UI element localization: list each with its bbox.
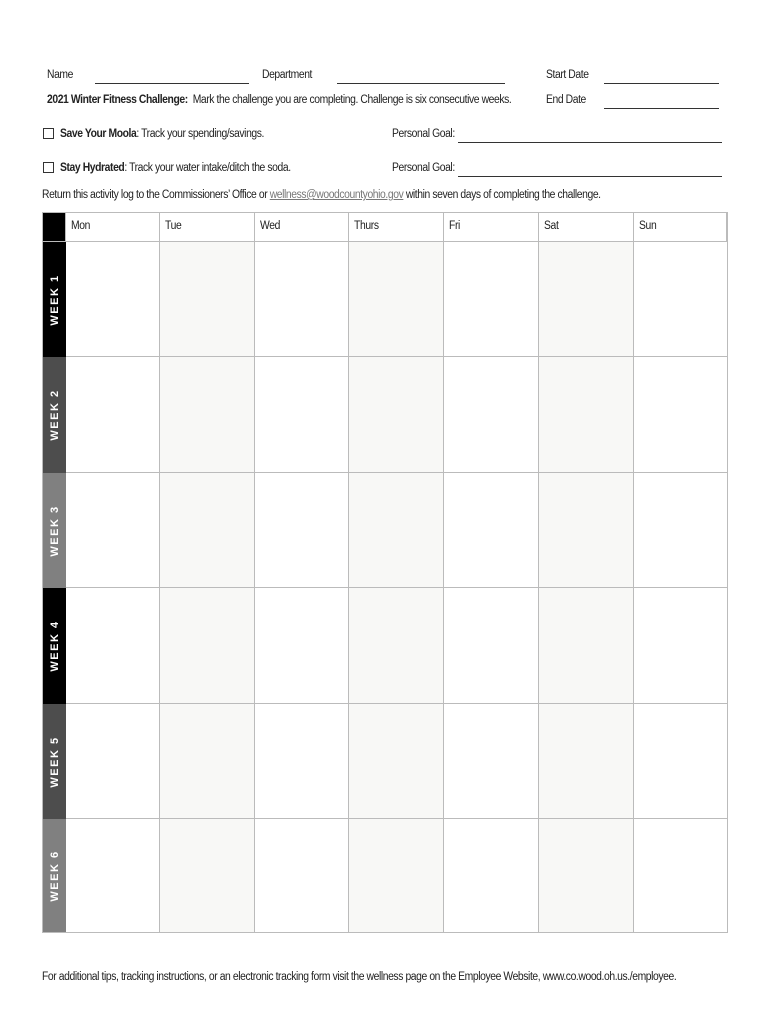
log-cell-week5-wed[interactable]	[255, 704, 349, 819]
log-cell-week3-sat[interactable]	[539, 473, 634, 588]
log-cell-week6-thurs[interactable]	[349, 819, 444, 932]
log-cell-week4-tue[interactable]	[160, 588, 255, 704]
start-date-label: Start Date	[546, 69, 589, 81]
day-header-sat	[539, 213, 634, 242]
week-2-label	[43, 357, 66, 473]
log-cell-week6-sat[interactable]	[539, 819, 634, 932]
log-cell-week6-sun[interactable]	[634, 819, 727, 932]
return-text-after: within seven days of completing the challenge.	[403, 189, 601, 201]
log-cell-week5-tue[interactable]	[160, 704, 255, 819]
log-cell-week3-wed[interactable]	[255, 473, 349, 588]
personal-goal-field-2[interactable]	[458, 176, 722, 177]
log-cell-week4-sun[interactable]	[634, 588, 727, 704]
log-cell-week3-fri[interactable]	[444, 473, 539, 588]
day-header-sun	[634, 213, 727, 242]
option-description: : Track your spending/savings.	[136, 128, 265, 140]
name-label: Name	[47, 69, 74, 81]
day-header-thurs	[349, 213, 444, 242]
day-header-mon	[66, 213, 160, 242]
department-label: Department	[262, 69, 313, 81]
log-cell-week2-wed[interactable]	[255, 357, 349, 473]
day-header-label: Fri	[449, 220, 460, 232]
log-cell-week6-tue[interactable]	[160, 819, 255, 932]
grid-corner	[43, 213, 66, 242]
log-cell-week1-fri[interactable]	[444, 242, 539, 357]
log-cell-week2-thurs[interactable]	[349, 357, 444, 473]
stay-hydrated-checkbox[interactable]	[43, 162, 54, 173]
log-cell-week1-tue[interactable]	[160, 242, 255, 357]
log-cell-week2-tue[interactable]	[160, 357, 255, 473]
option-save-moola	[60, 128, 264, 140]
log-cell-week2-sun[interactable]	[634, 357, 727, 473]
week-label-text: WEEK 6	[48, 849, 61, 902]
day-header-label: Thurs	[354, 220, 379, 232]
log-cell-week5-sat[interactable]	[539, 704, 634, 819]
log-cell-week5-thurs[interactable]	[349, 704, 444, 819]
day-header-fri	[444, 213, 539, 242]
personal-goal-label: Personal Goal:	[392, 162, 455, 174]
option-description: : Track your water intake/ditch the soda.	[124, 162, 291, 174]
log-cell-week1-thurs[interactable]	[349, 242, 444, 357]
personal-goal-field-1[interactable]	[458, 142, 722, 143]
department-field[interactable]	[337, 83, 505, 84]
week-5-label	[43, 704, 66, 819]
log-cell-week3-mon[interactable]	[66, 473, 160, 588]
week-label-text: WEEK 3	[48, 504, 61, 557]
log-cell-week1-wed[interactable]	[255, 242, 349, 357]
log-cell-week5-mon[interactable]	[66, 704, 160, 819]
option-title: Save Your Moola	[60, 128, 137, 140]
end-date-label: End Date	[546, 94, 586, 106]
wellness-email-link[interactable]: wellness@woodcountyohio.gov	[269, 189, 404, 201]
log-cell-week5-fri[interactable]	[444, 704, 539, 819]
footer-note: For additional tips, tracking instructions, or an electronic tracking form visit the wellness page on the Employee Website, www.co.wood.oh.us./employee.	[42, 971, 677, 983]
log-cell-week2-sat[interactable]	[539, 357, 634, 473]
week-label-text: WEEK 2	[48, 389, 61, 441]
log-cell-week4-sat[interactable]	[539, 588, 634, 704]
week-label-text: WEEK 5	[48, 735, 61, 788]
log-cell-week2-fri[interactable]	[444, 357, 539, 473]
week-label-text: WEEK 4	[48, 620, 61, 672]
save-moola-checkbox[interactable]	[43, 128, 54, 139]
name-field[interactable]	[95, 83, 249, 84]
log-cell-week5-sun[interactable]	[634, 704, 727, 819]
return-instructions	[42, 189, 601, 201]
log-cell-week4-thurs[interactable]	[349, 588, 444, 704]
log-cell-week4-mon[interactable]	[66, 588, 160, 704]
week-label-text: WEEK 1	[48, 273, 61, 326]
challenge-title: 2021 Winter Fitness Challenge:	[47, 94, 188, 106]
day-header-tue	[160, 213, 255, 242]
log-cell-week6-wed[interactable]	[255, 819, 349, 932]
log-cell-week3-thurs[interactable]	[349, 473, 444, 588]
personal-goal-label: Personal Goal:	[392, 128, 455, 140]
day-header-label: Sat	[544, 220, 559, 232]
log-cell-week4-fri[interactable]	[444, 588, 539, 704]
option-title: Stay Hydrated	[60, 162, 125, 174]
option-stay-hydrated	[60, 162, 291, 174]
start-date-field[interactable]	[604, 83, 719, 84]
week-3-label	[43, 473, 66, 588]
day-header-wed	[255, 213, 349, 242]
day-header-label: Mon	[71, 220, 91, 232]
log-cell-week1-sat[interactable]	[539, 242, 634, 357]
week-4-label	[43, 588, 66, 704]
log-cell-week6-mon[interactable]	[66, 819, 160, 932]
end-date-field[interactable]	[604, 108, 719, 109]
tracking-grid	[42, 212, 728, 933]
log-cell-week1-sun[interactable]	[634, 242, 727, 357]
day-header-label: Sun	[639, 220, 657, 232]
log-cell-week3-tue[interactable]	[160, 473, 255, 588]
challenge-line	[47, 94, 511, 106]
log-cell-week2-mon[interactable]	[66, 357, 160, 473]
log-cell-week3-sun[interactable]	[634, 473, 727, 588]
log-cell-week4-wed[interactable]	[255, 588, 349, 704]
day-header-label: Tue	[165, 220, 182, 232]
log-cell-week1-mon[interactable]	[66, 242, 160, 357]
day-header-label: Wed	[260, 220, 281, 232]
return-text-before: Return this activity log to the Commissioners’ Office or	[42, 189, 270, 201]
week-1-label	[43, 242, 66, 357]
week-6-label	[43, 819, 66, 932]
challenge-instructions: Mark the challenge you are completing. Challenge is six consecutive weeks.	[192, 94, 512, 106]
log-cell-week6-fri[interactable]	[444, 819, 539, 932]
